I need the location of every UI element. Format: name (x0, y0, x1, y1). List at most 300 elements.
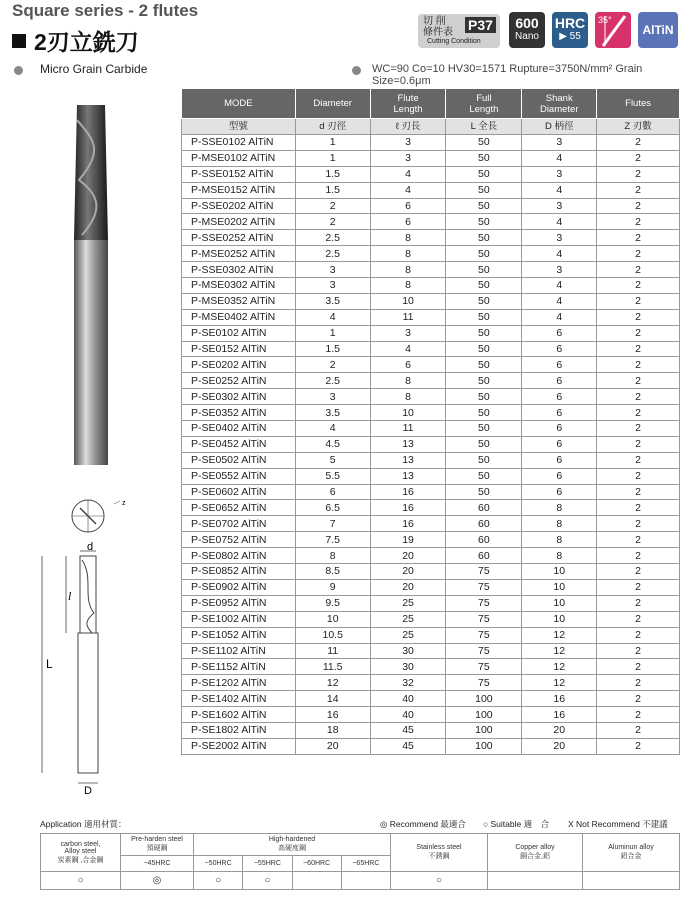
table-cell: 2 (597, 357, 680, 373)
table-cell: P-MSE0102 AlTiN (182, 150, 296, 166)
table-cell: 6 (522, 357, 597, 373)
table-cell: 25 (370, 627, 446, 643)
table-row (182, 341, 680, 357)
table-header-row (182, 89, 680, 119)
table-cell: 8 (370, 246, 446, 262)
table-row (182, 262, 680, 278)
table-cell: P-SSE0152 AlTiN (182, 166, 296, 182)
table-cell: 2 (295, 357, 370, 373)
table-cell: P-SE0202 AlTiN (182, 357, 296, 373)
table-cell: 60 (446, 548, 522, 564)
table-cell: P-SE0152 AlTiN (182, 341, 296, 357)
label-l: l (68, 589, 72, 603)
table-cell: P-SE0602 AlTiN (182, 484, 296, 500)
column-header: Flutes (597, 89, 680, 119)
table-cell: 6 (522, 389, 597, 405)
table-cell: 8 (370, 262, 446, 278)
helix-angle-badge (595, 12, 631, 48)
table-cell: 6 (295, 484, 370, 500)
cut-line1: 切 削 (423, 16, 446, 27)
table-cell: 75 (446, 564, 522, 580)
table-cell: 2 (597, 278, 680, 294)
table-cell: 2 (597, 262, 680, 278)
application-label: Application 適用材質： (40, 819, 127, 829)
table-cell: P-SE0102 AlTiN (182, 325, 296, 341)
hardness-value: 600 (515, 15, 539, 31)
table-cell: 75 (446, 611, 522, 627)
hardness-badge (509, 12, 545, 48)
col-preharden: Pre-harden steel 預硬鋼 (121, 834, 194, 856)
table-cell: 6.5 (295, 500, 370, 516)
column-subheader: ℓ 刃長 (370, 119, 446, 135)
table-row (182, 246, 680, 262)
table-cell: 2 (597, 468, 680, 484)
table-cell: 50 (446, 309, 522, 325)
table-cell: 4 (370, 166, 446, 182)
table-cell: 11.5 (295, 659, 370, 675)
table-cell: 2 (597, 230, 680, 246)
table-cell: 12 (295, 675, 370, 691)
product-title-text: 2刃立銑刀 (34, 29, 139, 55)
table-row (182, 373, 680, 389)
legend-suitable: ○ Suitable 適 合 (483, 819, 550, 829)
table-cell: 2 (597, 627, 680, 643)
table-cell: 8 (370, 389, 446, 405)
table-cell: 45 (370, 722, 446, 738)
table-cell: P-SSE0302 AlTiN (182, 262, 296, 278)
application-mark (341, 872, 390, 890)
table-cell: 2 (597, 532, 680, 548)
table-cell: P-MSE0202 AlTiN (182, 214, 296, 230)
table-cell: 4 (295, 309, 370, 325)
table-cell: 2 (597, 198, 680, 214)
table-cell: 10.5 (295, 627, 370, 643)
table-cell: 1 (295, 135, 370, 151)
application-mark: ○ (194, 872, 243, 890)
flute-helix (82, 560, 94, 633)
table-row (182, 611, 680, 627)
table-cell: 6 (522, 436, 597, 452)
table-cell: 6 (522, 452, 597, 468)
table-cell: P-SE1202 AlTiN (182, 675, 296, 691)
table-row (182, 643, 680, 659)
table-row (182, 405, 680, 421)
table-cell: 2 (295, 214, 370, 230)
table-row (182, 516, 680, 532)
table-row (182, 468, 680, 484)
table-cell: 2 (597, 309, 680, 325)
square-bullet-icon (12, 34, 26, 48)
table-cell: 2 (597, 659, 680, 675)
table-cell: 75 (446, 675, 522, 691)
table-cell: 8 (522, 500, 597, 516)
z-arrow (114, 501, 120, 504)
table-cell: P-SE1102 AlTiN (182, 643, 296, 659)
table-cell: 50 (446, 357, 522, 373)
legend-not-recommend: X Not Recommend 不建議 (568, 819, 668, 829)
table-cell: P-SE0752 AlTiN (182, 532, 296, 548)
table-cell: 2 (597, 389, 680, 405)
table-cell: 4 (370, 341, 446, 357)
table-cell: 50 (446, 198, 522, 214)
table-cell: 75 (446, 627, 522, 643)
table-cell: 50 (446, 230, 522, 246)
hrc-50: ~50HRC (194, 856, 243, 872)
table-cell: 25 (370, 595, 446, 611)
table-cell: 6 (370, 357, 446, 373)
table-cell: P-MSE0402 AlTiN (182, 309, 296, 325)
col-hardened: High-hardened 高硬度鋼 (194, 834, 391, 856)
table-cell: 1 (295, 150, 370, 166)
table-cell: P-SE0502 AlTiN (182, 452, 296, 468)
table-cell: 3 (370, 150, 446, 166)
table-cell: P-SE0402 AlTiN (182, 421, 296, 437)
table-row (182, 452, 680, 468)
table-cell: P-SE0802 AlTiN (182, 548, 296, 564)
table-cell: 12 (522, 675, 597, 691)
application-mark: ◎ (121, 872, 194, 890)
col-carbon-steel: carbon steel, Alloy steel 炭素鋼 ,合金鋼 (41, 834, 121, 872)
table-row (182, 532, 680, 548)
table-cell: 2.5 (295, 230, 370, 246)
table-cell: 75 (446, 595, 522, 611)
table-cell: P-SE0652 AlTiN (182, 500, 296, 516)
table-cell: 3 (370, 135, 446, 151)
table-cell: 50 (446, 182, 522, 198)
table-cell: 16 (295, 707, 370, 723)
table-row (182, 579, 680, 595)
hrc-55: ~55HRC (243, 856, 292, 872)
table-cell: 20 (522, 738, 597, 754)
application-mark (292, 872, 341, 890)
table-cell: 50 (446, 293, 522, 309)
label-d: d (87, 541, 94, 553)
cutting-condition-label: Cutting Condition (427, 38, 481, 45)
table-cell: 12 (522, 643, 597, 659)
table-row (182, 564, 680, 580)
table-cell: 8 (370, 278, 446, 294)
table-row (182, 309, 680, 325)
table-cell: P-MSE0302 AlTiN (182, 278, 296, 294)
table-row (182, 500, 680, 516)
table-cell: 8.5 (295, 564, 370, 580)
shank-shape (74, 240, 108, 465)
table-cell: 75 (446, 579, 522, 595)
table-cell: 4 (522, 182, 597, 198)
table-cell: 40 (370, 707, 446, 723)
table-cell: 75 (446, 659, 522, 675)
table-cell: 2 (597, 246, 680, 262)
table-cell: P-SE1152 AlTiN (182, 659, 296, 675)
table-cell: P-SSE0102 AlTiN (182, 135, 296, 151)
table-cell: 3 (370, 325, 446, 341)
table-cell: 32 (370, 675, 446, 691)
table-cell: 4.5 (295, 436, 370, 452)
table-cell: 6 (522, 421, 597, 437)
table-cell: 16 (522, 691, 597, 707)
table-cell: 4 (522, 214, 597, 230)
table-cell: P-SE0952 AlTiN (182, 595, 296, 611)
table-cell: 50 (446, 278, 522, 294)
table-cell: 6 (522, 484, 597, 500)
table-cell: 3 (522, 262, 597, 278)
table-cell: 10 (370, 293, 446, 309)
table-cell: 1.5 (295, 341, 370, 357)
table-row (182, 357, 680, 373)
bullet-icon (14, 66, 23, 75)
table-cell: 2 (597, 595, 680, 611)
application-mark: ○ (243, 872, 292, 890)
table-cell: 100 (446, 738, 522, 754)
column-subheader: Z 刃數 (597, 119, 680, 135)
table-cell: 8 (370, 230, 446, 246)
column-header: Flute Length (370, 89, 446, 119)
table-cell: 3.5 (295, 405, 370, 421)
table-cell: 2 (597, 166, 680, 182)
hrc-value: ▶ 55 (559, 31, 581, 42)
table-cell: 2 (295, 198, 370, 214)
table-cell: 2 (597, 643, 680, 659)
table-cell: 60 (446, 516, 522, 532)
table-cell: 11 (295, 643, 370, 659)
table-cell: 5.5 (295, 468, 370, 484)
table-cell: 25 (370, 611, 446, 627)
table-row (182, 182, 680, 198)
table-cell: 50 (446, 373, 522, 389)
table-cell: 10 (522, 579, 597, 595)
table-cell: 45 (370, 738, 446, 754)
table-cell: 50 (446, 389, 522, 405)
hrc-badge (552, 12, 588, 48)
table-cell: 4 (522, 150, 597, 166)
table-cell: 16 (522, 707, 597, 723)
application-mark: ○ (391, 872, 488, 890)
table-cell: 50 (446, 166, 522, 182)
table-cell: 3 (295, 262, 370, 278)
table-cell: 2 (597, 405, 680, 421)
flute-shape (74, 105, 108, 240)
table-cell: 100 (446, 707, 522, 723)
column-subheader: L 全長 (446, 119, 522, 135)
table-cell: 2 (597, 436, 680, 452)
table-cell: 3 (522, 135, 597, 151)
table-cell: P-SE1052 AlTiN (182, 627, 296, 643)
table-cell: 4 (295, 421, 370, 437)
hrc-65: ~65HRC (341, 856, 390, 872)
table-cell: 100 (446, 722, 522, 738)
table-cell: 3.5 (295, 293, 370, 309)
table-cell: 7 (295, 516, 370, 532)
table-cell: 10 (295, 611, 370, 627)
table-cell: P-SE0702 AlTiN (182, 516, 296, 532)
table-cell: 2 (597, 707, 680, 723)
table-cell: 40 (370, 691, 446, 707)
application-table (40, 833, 680, 890)
table-row (182, 421, 680, 437)
table-cell: 2.5 (295, 373, 370, 389)
end-mill-image (64, 100, 124, 470)
table-cell: 2 (597, 722, 680, 738)
product-title (12, 24, 139, 57)
hrc-label: HRC (554, 15, 586, 31)
table-cell: 2 (597, 500, 680, 516)
material-text: Micro Grain Carbide (40, 62, 148, 76)
table-cell: P-SE1802 AlTiN (182, 722, 296, 738)
table-cell: 16 (370, 484, 446, 500)
label-L: L (46, 657, 53, 671)
table-cell: 50 (446, 468, 522, 484)
col-copper: Copper alloy 銅合金,鋁 (488, 834, 583, 872)
shank-outline (78, 633, 98, 773)
table-cell: 50 (446, 484, 522, 500)
hrc-60: ~60HRC (292, 856, 341, 872)
table-cell: 2 (597, 452, 680, 468)
cutting-condition-badge (418, 14, 500, 48)
column-header: Shank Diameter (522, 89, 597, 119)
table-cell: 50 (446, 452, 522, 468)
legend-recommend: ◎ Recommend 最適合 (380, 819, 466, 829)
column-header: MODE (182, 89, 296, 119)
table-cell: P-MSE0252 AlTiN (182, 246, 296, 262)
table-cell: 2 (597, 214, 680, 230)
table-cell: 2 (597, 675, 680, 691)
table-cell: 1 (295, 325, 370, 341)
table-subheader-row (182, 119, 680, 135)
column-header: Full Length (446, 89, 522, 119)
table-cell: 2 (597, 325, 680, 341)
table-cell: 6 (522, 468, 597, 484)
table-cell: 11 (370, 421, 446, 437)
table-cell: 3 (295, 278, 370, 294)
table-row (182, 436, 680, 452)
table-cell: 1.5 (295, 182, 370, 198)
table-cell: 4 (522, 278, 597, 294)
table-cell: 12 (522, 627, 597, 643)
table-cell: 20 (370, 548, 446, 564)
table-cell: 4 (370, 182, 446, 198)
table-cell: 1.5 (295, 166, 370, 182)
table-row (182, 738, 680, 754)
table-cell: P-SE0852 AlTiN (182, 564, 296, 580)
table-cell: 8 (522, 548, 597, 564)
table-row (182, 627, 680, 643)
col-stainless: Stainless steel 不銹鋼 (391, 834, 488, 872)
table-row (182, 595, 680, 611)
table-cell: 4 (522, 246, 597, 262)
table-cell: 2 (597, 579, 680, 595)
table-cell: 50 (446, 325, 522, 341)
table-cell: 100 (446, 691, 522, 707)
table-cell: 13 (370, 452, 446, 468)
column-subheader: d 刃徑 (295, 119, 370, 135)
table-cell: 6 (522, 405, 597, 421)
application-mark (488, 872, 583, 890)
table-row (182, 484, 680, 500)
spec-text: WC=90 Co=10 HV30=1571 Rupture=3750N/mm² Grain Size=0.6μm (372, 63, 643, 87)
table-cell: P-MSE0352 AlTiN (182, 293, 296, 309)
table-cell: P-MSE0152 AlTiN (182, 182, 296, 198)
table-cell: P-SE0902 AlTiN (182, 579, 296, 595)
table-cell: P-SSE0252 AlTiN (182, 230, 296, 246)
table-cell: 8 (522, 516, 597, 532)
column-header: Diameter (295, 89, 370, 119)
table-cell: 13 (370, 468, 446, 484)
table-cell: 2 (597, 293, 680, 309)
table-row (182, 278, 680, 294)
table-cell: 4 (522, 293, 597, 309)
table-row (182, 230, 680, 246)
table-cell: 60 (446, 532, 522, 548)
col-aluminum: Aluminun alloy 鋁合金 (583, 834, 680, 872)
table-cell: 50 (446, 421, 522, 437)
table-cell: 9 (295, 579, 370, 595)
table-cell: 19 (370, 532, 446, 548)
hardness-sub: Nano (515, 31, 539, 42)
table-cell: 10 (522, 611, 597, 627)
table-cell: 20 (522, 722, 597, 738)
table-cell: P-SE2002 AlTiN (182, 738, 296, 754)
bullet-icon (352, 66, 361, 75)
table-cell: 20 (370, 564, 446, 580)
table-cell: 16 (370, 500, 446, 516)
table-cell: 13 (370, 436, 446, 452)
table-row (182, 659, 680, 675)
table-cell: 2 (597, 135, 680, 151)
table-cell: 5 (295, 452, 370, 468)
table-cell: 60 (446, 500, 522, 516)
table-cell: 50 (446, 262, 522, 278)
column-subheader: D 柄徑 (522, 119, 597, 135)
table-cell: 18 (295, 722, 370, 738)
table-row (182, 293, 680, 309)
table-cell: 2 (597, 738, 680, 754)
table-cell: 6 (522, 373, 597, 389)
table-cell: 20 (370, 579, 446, 595)
dimension-drawing (30, 488, 150, 808)
table-cell: 2 (597, 484, 680, 500)
table-cell: 8 (370, 373, 446, 389)
table-cell: 6 (522, 341, 597, 357)
table-cell: P-SE0252 AlTiN (182, 373, 296, 389)
table-row (182, 675, 680, 691)
table-cell: 3 (295, 389, 370, 405)
table-cell: 2 (597, 564, 680, 580)
table-cell: 30 (370, 643, 446, 659)
table-cell: 3 (522, 166, 597, 182)
coating-badge: AlTiN (638, 12, 678, 48)
table-cell: P-SE1602 AlTiN (182, 707, 296, 723)
table-cell: 2.5 (295, 246, 370, 262)
table-cell: 75 (446, 643, 522, 659)
table-cell: 3 (522, 230, 597, 246)
table-cell: 4 (522, 309, 597, 325)
table-cell: P-SE0552 AlTiN (182, 468, 296, 484)
table-cell: 10 (370, 405, 446, 421)
hrc-45: ~45HRC (121, 856, 194, 872)
table-cell: 50 (446, 341, 522, 357)
table-row (182, 691, 680, 707)
application-mark (583, 872, 680, 890)
table-row (182, 214, 680, 230)
table-cell: 2 (597, 341, 680, 357)
helix-angle: 35° (598, 15, 612, 25)
table-cell: 50 (446, 436, 522, 452)
table-cell: P-SE0452 AlTiN (182, 436, 296, 452)
table-row (182, 722, 680, 738)
table-cell: 10 (522, 595, 597, 611)
table-cell: 2 (597, 611, 680, 627)
table-row (182, 548, 680, 564)
